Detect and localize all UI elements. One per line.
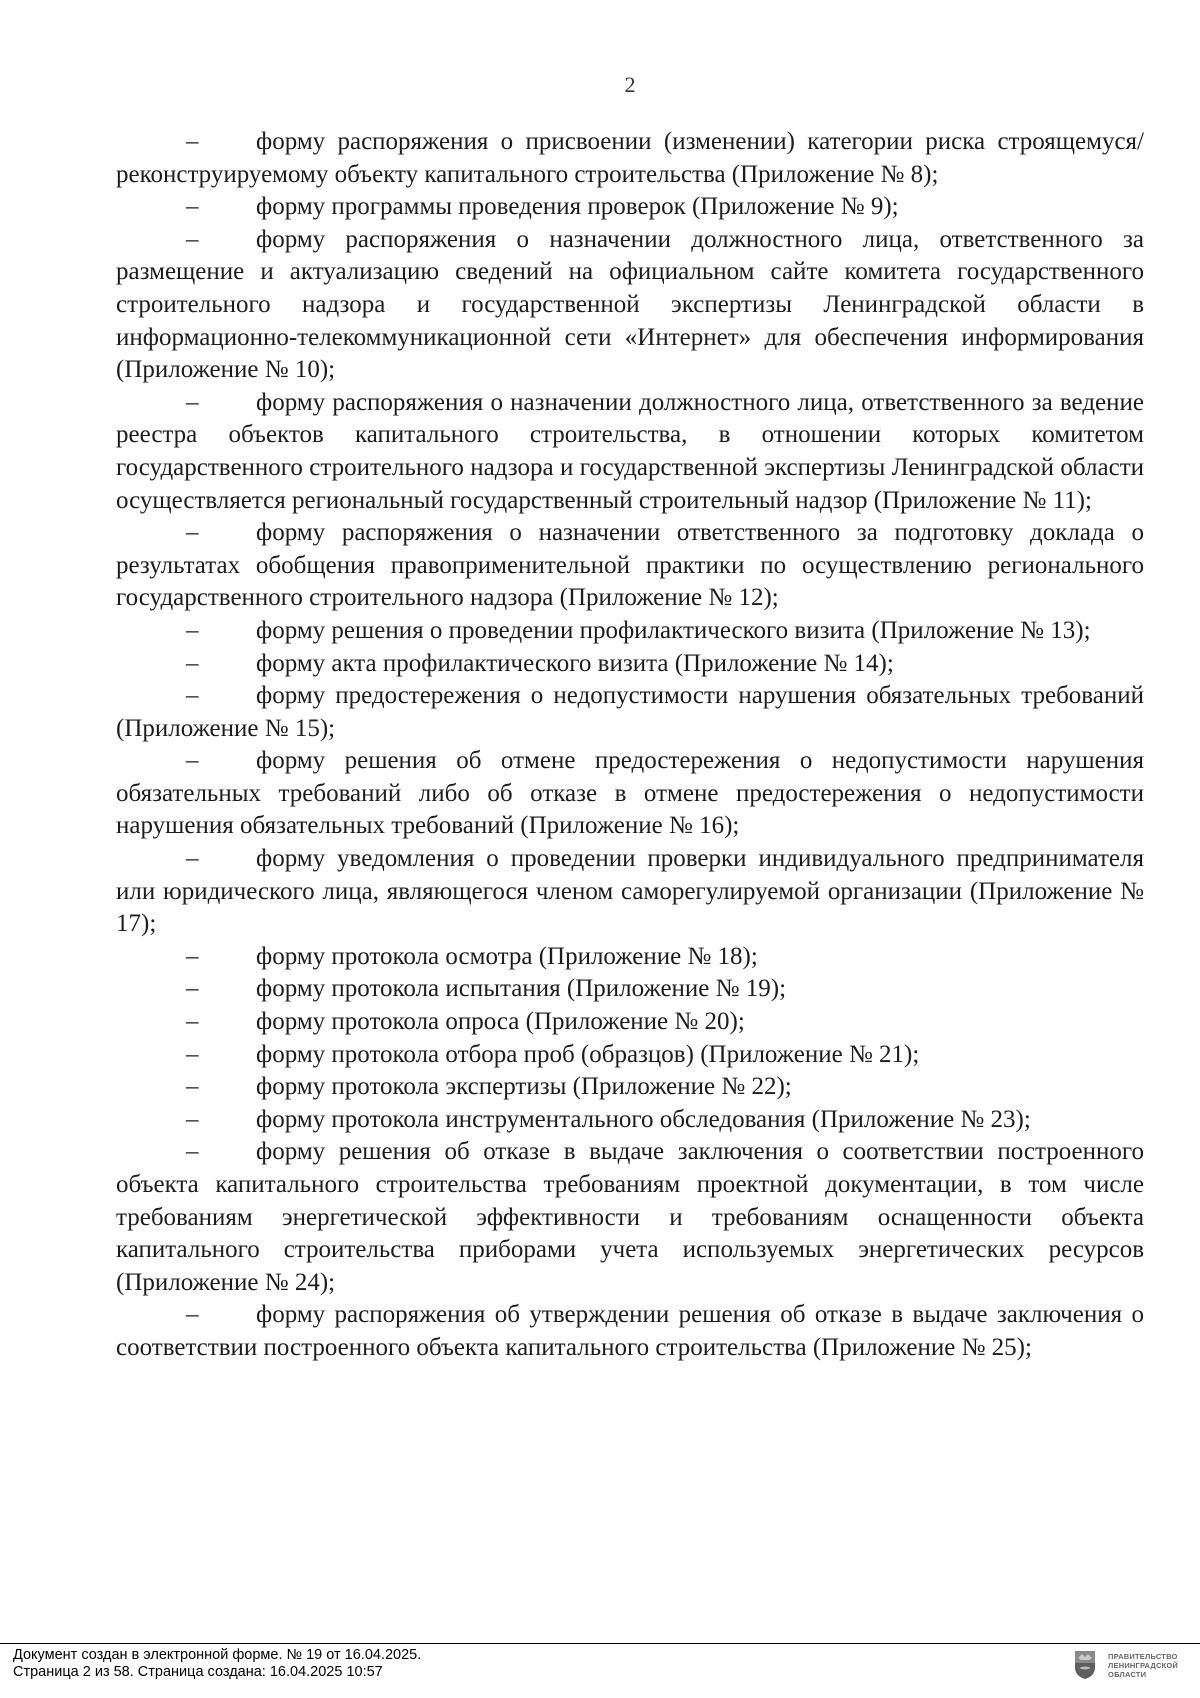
government-logo	[1074, 1650, 1178, 1680]
footer-divider	[0, 1643, 1200, 1644]
list-item	[116, 387, 1144, 517]
list-item-text: форму распоряжения об утверждении решения об отказе в выдаче заключения о соответствии построенного объекта капитального строительства (Приложение № 25);	[116, 1301, 1144, 1361]
list-dash: –	[186, 128, 199, 155]
list-dash: –	[186, 682, 199, 710]
footer-page-line: Страница 2 из 58. Страница создана: 16.04.2025 10:57	[13, 1664, 383, 1680]
list-item	[116, 1071, 1144, 1104]
list-item	[116, 1299, 1144, 1364]
list-item-text: форму акта профилактического визита (Приложение № 14);	[256, 649, 894, 677]
footer-info	[13, 1647, 421, 1681]
list-item	[116, 615, 1144, 648]
list-item-text: форму решения о проведении профилактического визита (Приложение № 13);	[256, 616, 1091, 644]
list-item	[116, 941, 1144, 974]
list-item	[116, 224, 1144, 387]
logo-caption	[1108, 1652, 1178, 1679]
list-dash: –	[186, 1301, 199, 1329]
list-dash: –	[186, 845, 199, 873]
list-item-text: форму протокола опроса (Приложение № 20);	[256, 1008, 745, 1036]
list-dash: –	[186, 1138, 199, 1166]
list-item-text: форму протокола осмотра (Приложение № 18);	[256, 942, 758, 970]
list-dash: –	[186, 193, 199, 221]
list-item-text: форму распоряжения о назначении должностного лица, ответственного за размещение и актуализацию сведений на официальном сайте комитета государственного строительного надзора и государственной экспертизы Ленинградской области в информационно-телекоммуникационной сети «Интернет» для обеспечения информирования (Приложение № 10);	[116, 225, 1144, 384]
list-item-text: форму протокола экспертизы (Приложение № 22);	[256, 1073, 792, 1101]
coat-of-arms-icon	[1074, 1650, 1096, 1680]
list-item	[116, 843, 1144, 941]
list-item	[116, 680, 1144, 745]
list-dash: –	[186, 747, 199, 775]
list-dash: –	[186, 616, 199, 644]
logo-line: ЛЕНИНГРАДСКОЙ	[1108, 1660, 1178, 1670]
list-dash: –	[186, 1105, 199, 1133]
list-dash: –	[186, 649, 199, 677]
footer-document-line: Документ создан в электронной форме. № 19 от 16.04.2025.	[13, 1647, 422, 1663]
list-item-text: форму решения об отмене предостережения о недопустимости нарушения обязательных требований либо об отказе в отмене предостережения о недопустимости нарушения обязательных требований (Приложение № 16);	[116, 747, 1144, 840]
list-item-text: форму распоряжения о присвоении (изменении) категории риска строящемуся/реконструируемому объекту капитального строительства (Приложение № 8);	[116, 128, 1144, 188]
logo-line: ОБЛАСТИ	[1108, 1669, 1147, 1679]
list-item-text: форму предостережения о недопустимости нарушения обязательных требований (Приложение № 15);	[116, 682, 1144, 742]
list-dash: –	[186, 975, 199, 1003]
list-item-text: форму протокола отбора проб (образцов) (Приложение № 21);	[256, 1040, 920, 1068]
list-item-text: форму программы проведения проверок (Приложение № 9);	[256, 193, 899, 221]
list-dash: –	[186, 388, 199, 416]
list-item	[116, 648, 1144, 681]
list-dash: –	[186, 1073, 199, 1101]
list-item	[116, 1006, 1144, 1039]
list-item-text: форму протокола испытания (Приложение № 19);	[256, 975, 787, 1003]
document-body	[116, 126, 1144, 1365]
list-item-text: форму протокола инструментального обследования (Приложение № 23);	[256, 1105, 1031, 1133]
list-dash: –	[186, 225, 199, 253]
list-item	[116, 126, 1144, 191]
page-number: 2	[624, 72, 636, 97]
list-item	[116, 191, 1144, 224]
list-dash: –	[186, 1008, 199, 1036]
list-item	[116, 1104, 1144, 1137]
list-dash: –	[186, 519, 199, 547]
logo-line: ПРАВИТЕЛЬСТВО	[1108, 1651, 1178, 1661]
list-item-text: форму решения об отказе в выдаче заключения о соответствии построенного объекта капитального строительства требованиям проектной документации, в том числе требованиям энергетической эффективности и требованиям оснащенности объекта капитального строительства приборами учета используемых энергетических ресурсов (Приложение № 24);	[116, 1138, 1144, 1296]
list-item	[116, 517, 1144, 615]
list-item	[116, 1136, 1144, 1299]
list-item	[116, 745, 1144, 843]
list-dash: –	[186, 1040, 199, 1068]
list-dash: –	[186, 942, 199, 970]
list-item-text: форму распоряжения о назначении должностного лица, ответственного за ведение реестра объектов капитального строительства, в отношении которых комитетом государственного строительного надзора и государственной экспертизы Ленинградской области осуществляется региональный государственный строительный надзор (Приложение № 11);	[116, 388, 1144, 514]
list-item-text: форму уведомления о проведении проверки индивидуального предпринимателя или юридического лица, являющегося членом саморегулируемой организации (Приложение № 17);	[116, 845, 1144, 938]
list-item	[116, 1039, 1144, 1072]
list-item-text: форму распоряжения о назначении ответственного за подготовку доклада о результатах обобщения правоприменительной практики по осуществлению регионального государственного строительного надзора (Приложение № 12);	[116, 519, 1144, 612]
list-item	[116, 973, 1144, 1006]
